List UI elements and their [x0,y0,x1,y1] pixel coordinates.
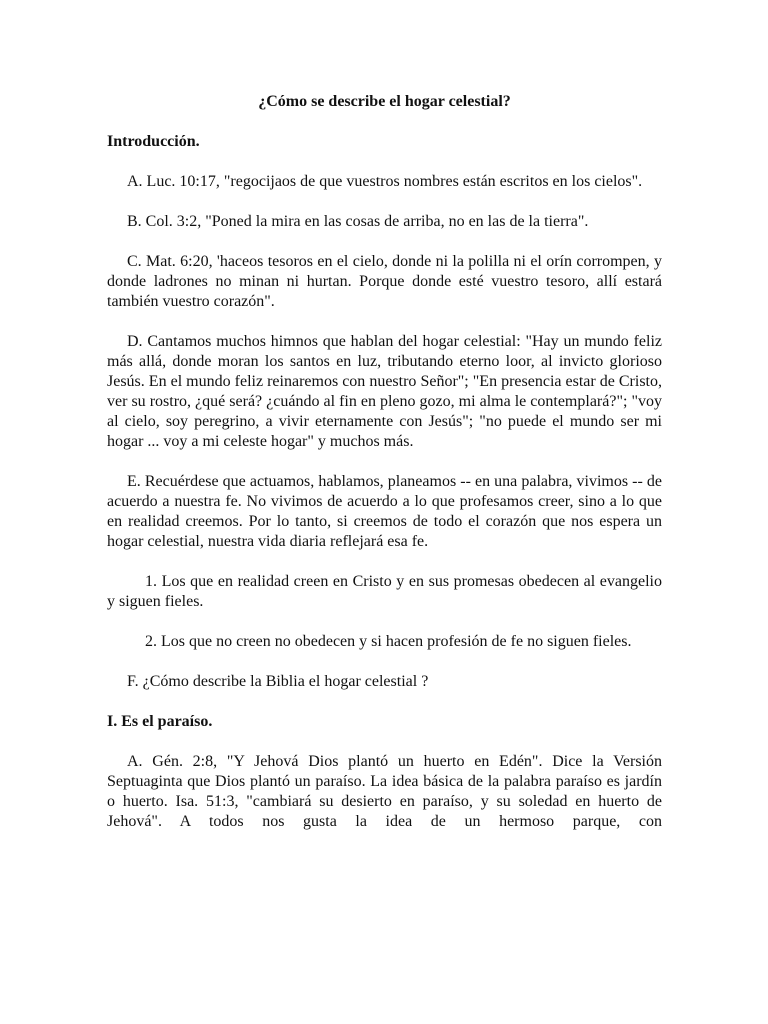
intro-heading: Introducción. [107,133,200,150]
intro-point-1: 1. Los que en realidad creen en Cristo y en sus promesas obedecen al evangelio y siguen fieles. [107,573,662,610]
intro-paragraph-f: F. ¿Cómo describe la Biblia el hogar celestial ? [127,673,429,690]
intro-paragraph-a: A. Luc. 10:17, "regocijaos de que vuestros nombres están escritos en los cielos". [127,173,643,190]
intro-paragraph-b: B. Col. 3:2, "Poned la mira en las cosas de arriba, no en las de la tierra". [127,213,589,230]
section-1-heading: I. Es el paraíso. [107,713,213,730]
section-1-paragraph-a: A. Gén. 2:8, "Y Jehová Dios plantó un huerto en Edén". Dice la Versión Septuaginta que Dios plantó un paraíso. La idea básica de la palabra paraíso es jardín o huerto. Isa. 51:3, "cambiará su desierto en paraíso, y su soledad en huerto de Jehová". A todos nos gusta la idea de un hermoso parque, con [107,753,662,830]
intro-paragraph-e: E. Recuérdese que actuamos, hablamos, planeamos -- en una palabra, vivimos -- de acuerdo a nuestra fe. No vivimos de acuerdo a lo que profesamos creer, sino a lo que en realidad creemos. Por lo tanto, si creemos de todo el corazón que nos espera un hogar celestial, nuestra vida diaria reflejará esa fe. [107,473,662,550]
document-title: ¿Cómo se describe el hogar celestial? [258,93,511,110]
intro-paragraph-d: D. Cantamos muchos himnos que hablan del hogar celestial: "Hay un mundo feliz más allá, donde moran los santos en luz, tributando eterno loor, al invicto glorioso Jesús. En el mundo feliz reinaremos con nuestro Señor"; "En presencia estar de Cristo, ver su rostro, ¿qué será? ¿cuándo al fin en pleno gozo, mi alma le contemplará?"; "voy al cielo, soy peregrino, a vivir eternamente con Jesús"; "no puede el mundo ser mi hogar ... voy a mi celeste hogar" y muchos más. [107,333,662,450]
intro-paragraph-c: C. Mat. 6:20, 'haceos tesoros en el cielo, donde ni la polilla ni el orín corrompen, y donde ladrones no minan ni hurtan. Porque donde esté vuestro tesoro, allí estará también vuestro corazón". [107,253,662,310]
intro-point-2: 2. Los que no creen no obedecen y si hacen profesión de fe no siguen fieles. [145,633,632,650]
document-page [107,92,662,852]
